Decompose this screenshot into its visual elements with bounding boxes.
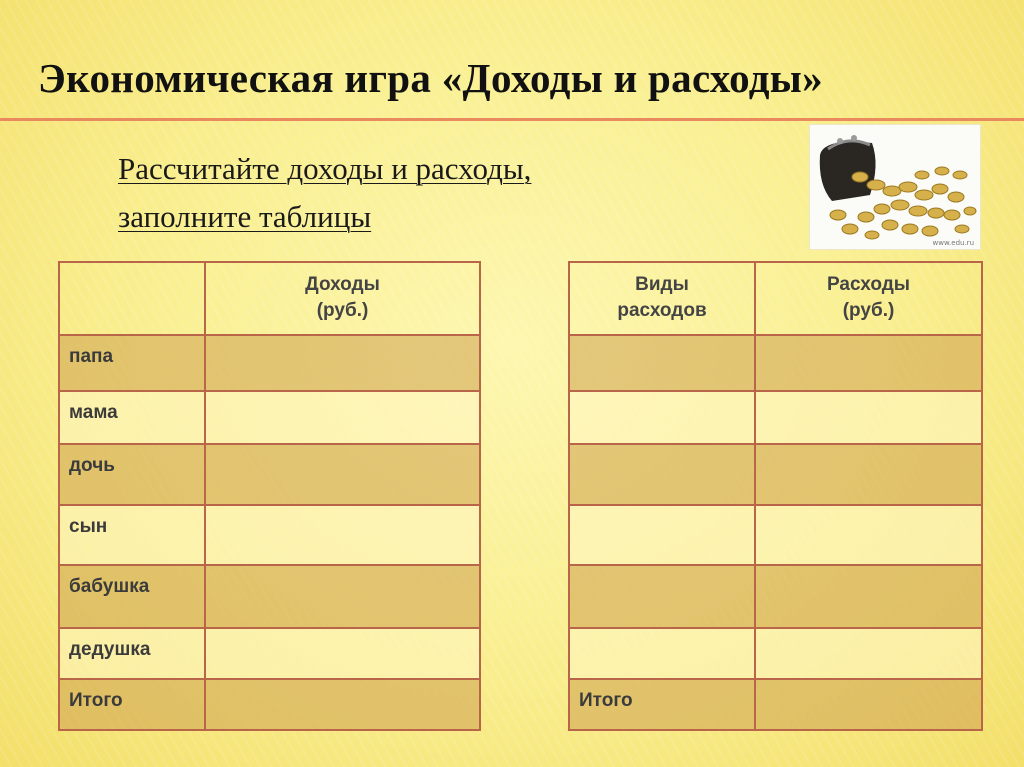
- expense-header-row: [569, 262, 982, 335]
- table-row: [59, 444, 480, 505]
- income-header-empty: [59, 262, 205, 335]
- wallet-coins-image: [809, 124, 981, 250]
- row-label-total: Итого: [59, 679, 205, 730]
- expense-type-cell[interactable]: [569, 505, 755, 565]
- table-row: [59, 505, 480, 565]
- row-label-mama: мама: [59, 391, 205, 444]
- income-cell[interactable]: [205, 565, 480, 628]
- expense-amount-cell[interactable]: [755, 335, 982, 391]
- expense-amount-cell[interactable]: [755, 505, 982, 565]
- title-divider: [0, 118, 1024, 121]
- expense-header-type-line2: расходов: [617, 300, 707, 321]
- expense-total-cell[interactable]: [755, 679, 982, 730]
- income-header-amount-line2: (руб.): [316, 300, 369, 321]
- expense-header-type: [569, 262, 755, 335]
- income-header-amount-line1: Доходы: [305, 274, 380, 295]
- table-row: [59, 391, 480, 444]
- expense-header-amount-line1: Расходы: [826, 274, 911, 295]
- expense-amount-cell[interactable]: [755, 565, 982, 628]
- expense-row-label-total: Итого: [569, 679, 755, 730]
- expense-type-cell[interactable]: [569, 335, 755, 391]
- table-row: [59, 565, 480, 628]
- row-label-son: сын: [59, 505, 205, 565]
- table-row: [59, 628, 480, 679]
- expense-amount-cell[interactable]: [755, 628, 982, 679]
- table-row: [569, 391, 982, 444]
- expense-header-amount-line2: (руб.): [842, 300, 895, 321]
- expense-amount-cell[interactable]: [755, 391, 982, 444]
- table-row: [569, 679, 982, 730]
- expense-type-cell[interactable]: [569, 628, 755, 679]
- row-label-grandfather: дедушка: [59, 628, 205, 679]
- table-row: [569, 335, 982, 391]
- photo-watermark: www.edu.ru: [932, 239, 974, 247]
- instruction-line-1: Рассчитайте доходы и расходы,: [118, 151, 532, 186]
- income-table: [58, 261, 481, 731]
- income-cell[interactable]: [205, 505, 480, 565]
- expense-amount-cell[interactable]: [755, 444, 982, 505]
- row-label-daughter: дочь: [59, 444, 205, 505]
- table-row: [59, 335, 480, 391]
- expense-header-type-line1: Виды: [635, 274, 689, 295]
- wallet-coins-icon: [810, 125, 980, 249]
- table-row: [569, 505, 982, 565]
- row-label-papa: папа: [59, 335, 205, 391]
- instruction-text: [118, 145, 531, 241]
- expense-type-cell[interactable]: [569, 565, 755, 628]
- income-cell[interactable]: [205, 335, 480, 391]
- slide-title: Экономическая игра «Доходы и расходы»: [38, 55, 823, 101]
- income-cell[interactable]: [205, 628, 480, 679]
- income-total-cell[interactable]: [205, 679, 480, 730]
- income-header-amount: [205, 262, 480, 335]
- instruction-line-2: заполните таблицы: [118, 199, 372, 234]
- table-row: [569, 565, 982, 628]
- expense-table: [568, 261, 983, 731]
- expense-type-cell[interactable]: [569, 391, 755, 444]
- table-row: [59, 679, 480, 730]
- income-cell[interactable]: [205, 391, 480, 444]
- income-header-row: [59, 262, 480, 335]
- expense-header-amount: [755, 262, 982, 335]
- income-cell[interactable]: [205, 444, 480, 505]
- table-row: [569, 628, 982, 679]
- table-row: [569, 444, 982, 505]
- row-label-grandmother: бабушка: [59, 565, 205, 628]
- expense-type-cell[interactable]: [569, 444, 755, 505]
